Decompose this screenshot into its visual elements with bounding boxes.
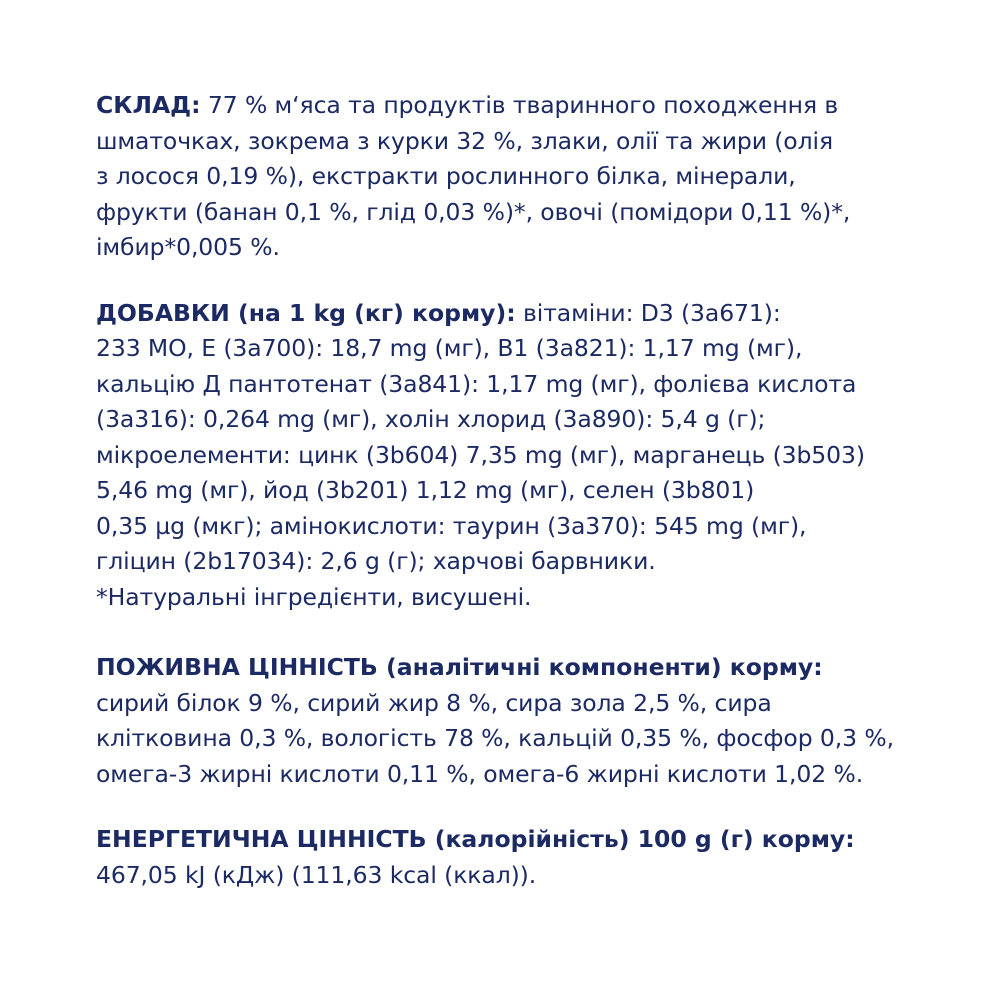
composition-line: імбир*0,005 %. (96, 233, 280, 261)
additives-line-1 (96, 296, 946, 332)
nutrition-section (96, 650, 946, 792)
additives-line: 5,46 mg (мг), йод (3b201) 1,12 mg (мг), селен (3b801) (96, 476, 755, 504)
additives-line: (3a316): 0,264 mg (мг), холін хлорид (3a890): 5,4 g (г); (96, 405, 766, 433)
nutrition-line: сирий білок 9 %, сирий жир 8 %, сира зола 2,5 %, сира (96, 688, 772, 717)
additives-line: кальцію Д пантотенат (3a841): 1,17 mg (мг), фолієва кислота (96, 369, 857, 398)
composition-heading: СКЛАД: (96, 91, 201, 119)
energy-value: 467,05 kJ (кДж) (111,63 kcal (ккал)). (96, 860, 537, 889)
natural-ingredients-note: *Натуральні інгредієнти, висушені. (96, 582, 532, 611)
nutrition-line: клітковина 0,3 %, вологість 78 %, кальцій 0,35 %, фосфор 0,3 %, (96, 724, 894, 752)
additives-section (96, 296, 946, 616)
nutrition-heading: ПОЖИВНА ЦІННІСТЬ (аналітичні компоненти) корму: (96, 653, 823, 681)
energy-heading: ЕНЕРГЕТИЧНА ЦІННІСТЬ (калорійність) 100 g (г) корму: (96, 825, 855, 853)
additives-line: гліцин (2b17034): 2,6 g (г); харчові барвники. (96, 547, 656, 575)
energy-section (96, 822, 946, 893)
additives-line: 233 МО, Е (3a700): 18,7 mg (мг), В1 (3a821): 1,17 mg (мг), (96, 334, 803, 362)
composition-line: з лосося 0,19 %), екстракти рослинного білка, мінерали, (96, 162, 796, 190)
composition-line: фрукти (банан 0,1 %, глід 0,03 %)*, овочі (помідори 0,11 %)*, (96, 197, 851, 226)
composition-line: шматочках, зокрема з курки 32 %, злаки, олії та жири (олія (96, 126, 833, 155)
composition-text: 77 % м‘яса та продуктів тваринного походження в (200, 91, 839, 119)
composition-line-1 (96, 88, 946, 124)
additives-heading: ДОБАВКИ (на 1 kg (кг) корму): (96, 298, 516, 327)
additives-line: мікроелементи: цинк (3b604) 7,35 mg (мг), марганець (3b503) (96, 440, 865, 469)
ingredients-label (96, 88, 946, 893)
additives-line: 0,35 µg (мкг); амінокислоти: таурин (3a370): 545 mg (мг), (96, 511, 807, 540)
nutrition-line: омега-3 жирні кислоти 0,11 %, омега-6 жирні кислоти 1,02 %. (96, 759, 864, 788)
composition-section (96, 88, 946, 266)
additives-text: вітаміни: D3 (3a671): (515, 298, 781, 327)
